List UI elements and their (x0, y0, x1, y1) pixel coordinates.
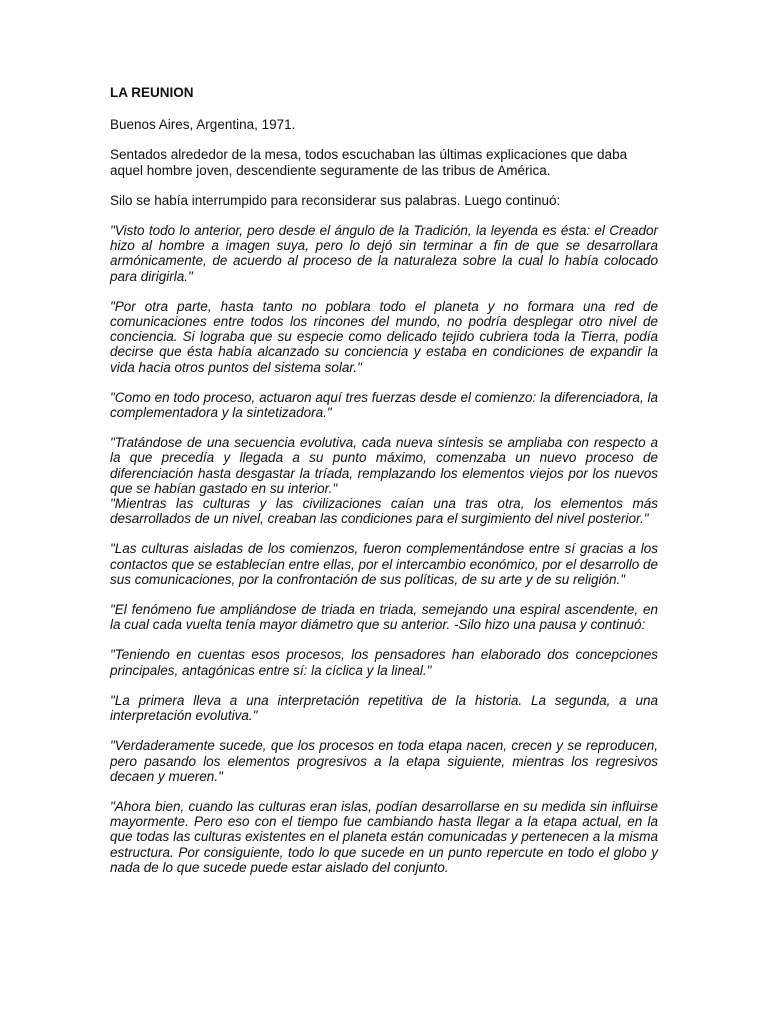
quote-paragraph: "Como en todo proceso, actuaron aquí tres fuerzas desde el comienzo: la diferenciadora, la complementadora y la sintetizadora." (110, 389, 658, 421)
quote-paragraph: "El fenómeno fue ampliándose de triada en triada, semejando una espiral ascendente, en la cual cada vuelta tenía mayor diámetro que su anterior. -Silo hizo una pausa y continuó: (110, 602, 658, 633)
location-date: Buenos Aires, Argentina, 1971. (110, 117, 296, 133)
quote-paragraph: "Mientras las culturas y las civilizaciones caían una tras otra, los elementos más desarrollados de un nivel, creaban las condiciones para el surgimiento del nivel posterior." (110, 496, 658, 527)
quote-paragraph: "Teniendo en cuentas esos procesos, los pensadores han elaborado dos concepciones principales, antagónicas entre sí: la cíclica y la lineal." (110, 647, 658, 678)
document-title: LA REUNION (110, 85, 194, 100)
quote-paragraph: "Por otra parte, hasta tanto no poblara todo el planeta y no formara una red de comunicaciones entre todos los rincones del mundo, no podría desplegar otro nivel de conciencia. Si lograba que su especie como delicado tejido cubriera toda la Tierra, podía decirse que ésta había alcanzado su conciencia y estaba en condiciones de expandir la vida hacia otros puntos del sistema solar." (110, 298, 658, 375)
quote-paragraph: "La primera lleva a una interpretación repetitiva de la historia. La segunda, a una interpretación evolutiva." (110, 692, 658, 724)
quote-paragraph: "Ahora bien, cuando las culturas eran islas, podían desarrollarse en su medida sin influirse mayormente. Pero eso con el tiempo fue cambiando hasta llegar a la etapa actual, en la que todas las culturas existentes en el planeta están comunicadas y pertenecen a la misma estructura. Por consiguiente, todo lo que sucede en un punto repercute en todo el globo y nada de lo que sucede puede estar aislado del conjunto. (110, 798, 658, 875)
intro-paragraph: Silo se había interrumpido para reconsiderar sus palabras. Luego continuó: (110, 192, 561, 208)
quote-paragraph: "Tratándose de una secuencia evolutiva, cada nueva síntesis se ampliaba con respecto a la que precedía y llegada a su punto máximo, comenzaba un nuevo proceso de diferenciación hasta desgastar la tríada, remplazando los elementos viejos por los nuevos que se habían gastado en su interior." (110, 435, 658, 496)
quote-paragraph: "Verdaderamente sucede, que los procesos en toda etapa nacen, crecen y se reproducen, pero pasando los elementos progresivos a la etapa siguiente, mientras los regresivos decaen y mueren." (110, 738, 658, 784)
quote-paragraph: "Las culturas aisladas de los comienzos, fueron complementándose entre sí gracias a los contactos que se establecían entre ellas, por el intercambio económico, por el desarrollo de sus comunicaciones, por la confrontación de sus políticas, de su arte y de su religión." (110, 541, 658, 587)
document-page (110, 85, 658, 890)
intro-paragraph: Sentados alrededor de la mesa, todos escuchaban las últimas explicaciones que daba aquel hombre joven, descendiente seguramente de las tribus de América. (110, 147, 628, 178)
quote-paragraph: "Visto todo lo anterior, pero desde el ángulo de la Tradición, la leyenda es ésta: el Creador hizo al hombre a imagen suya, pero lo dejó sin terminar a fin de que se desarrollara armónicamente, de acuerdo al proceso de la naturaleza sobre la cual lo había colocado para dirigirla." (110, 223, 658, 284)
